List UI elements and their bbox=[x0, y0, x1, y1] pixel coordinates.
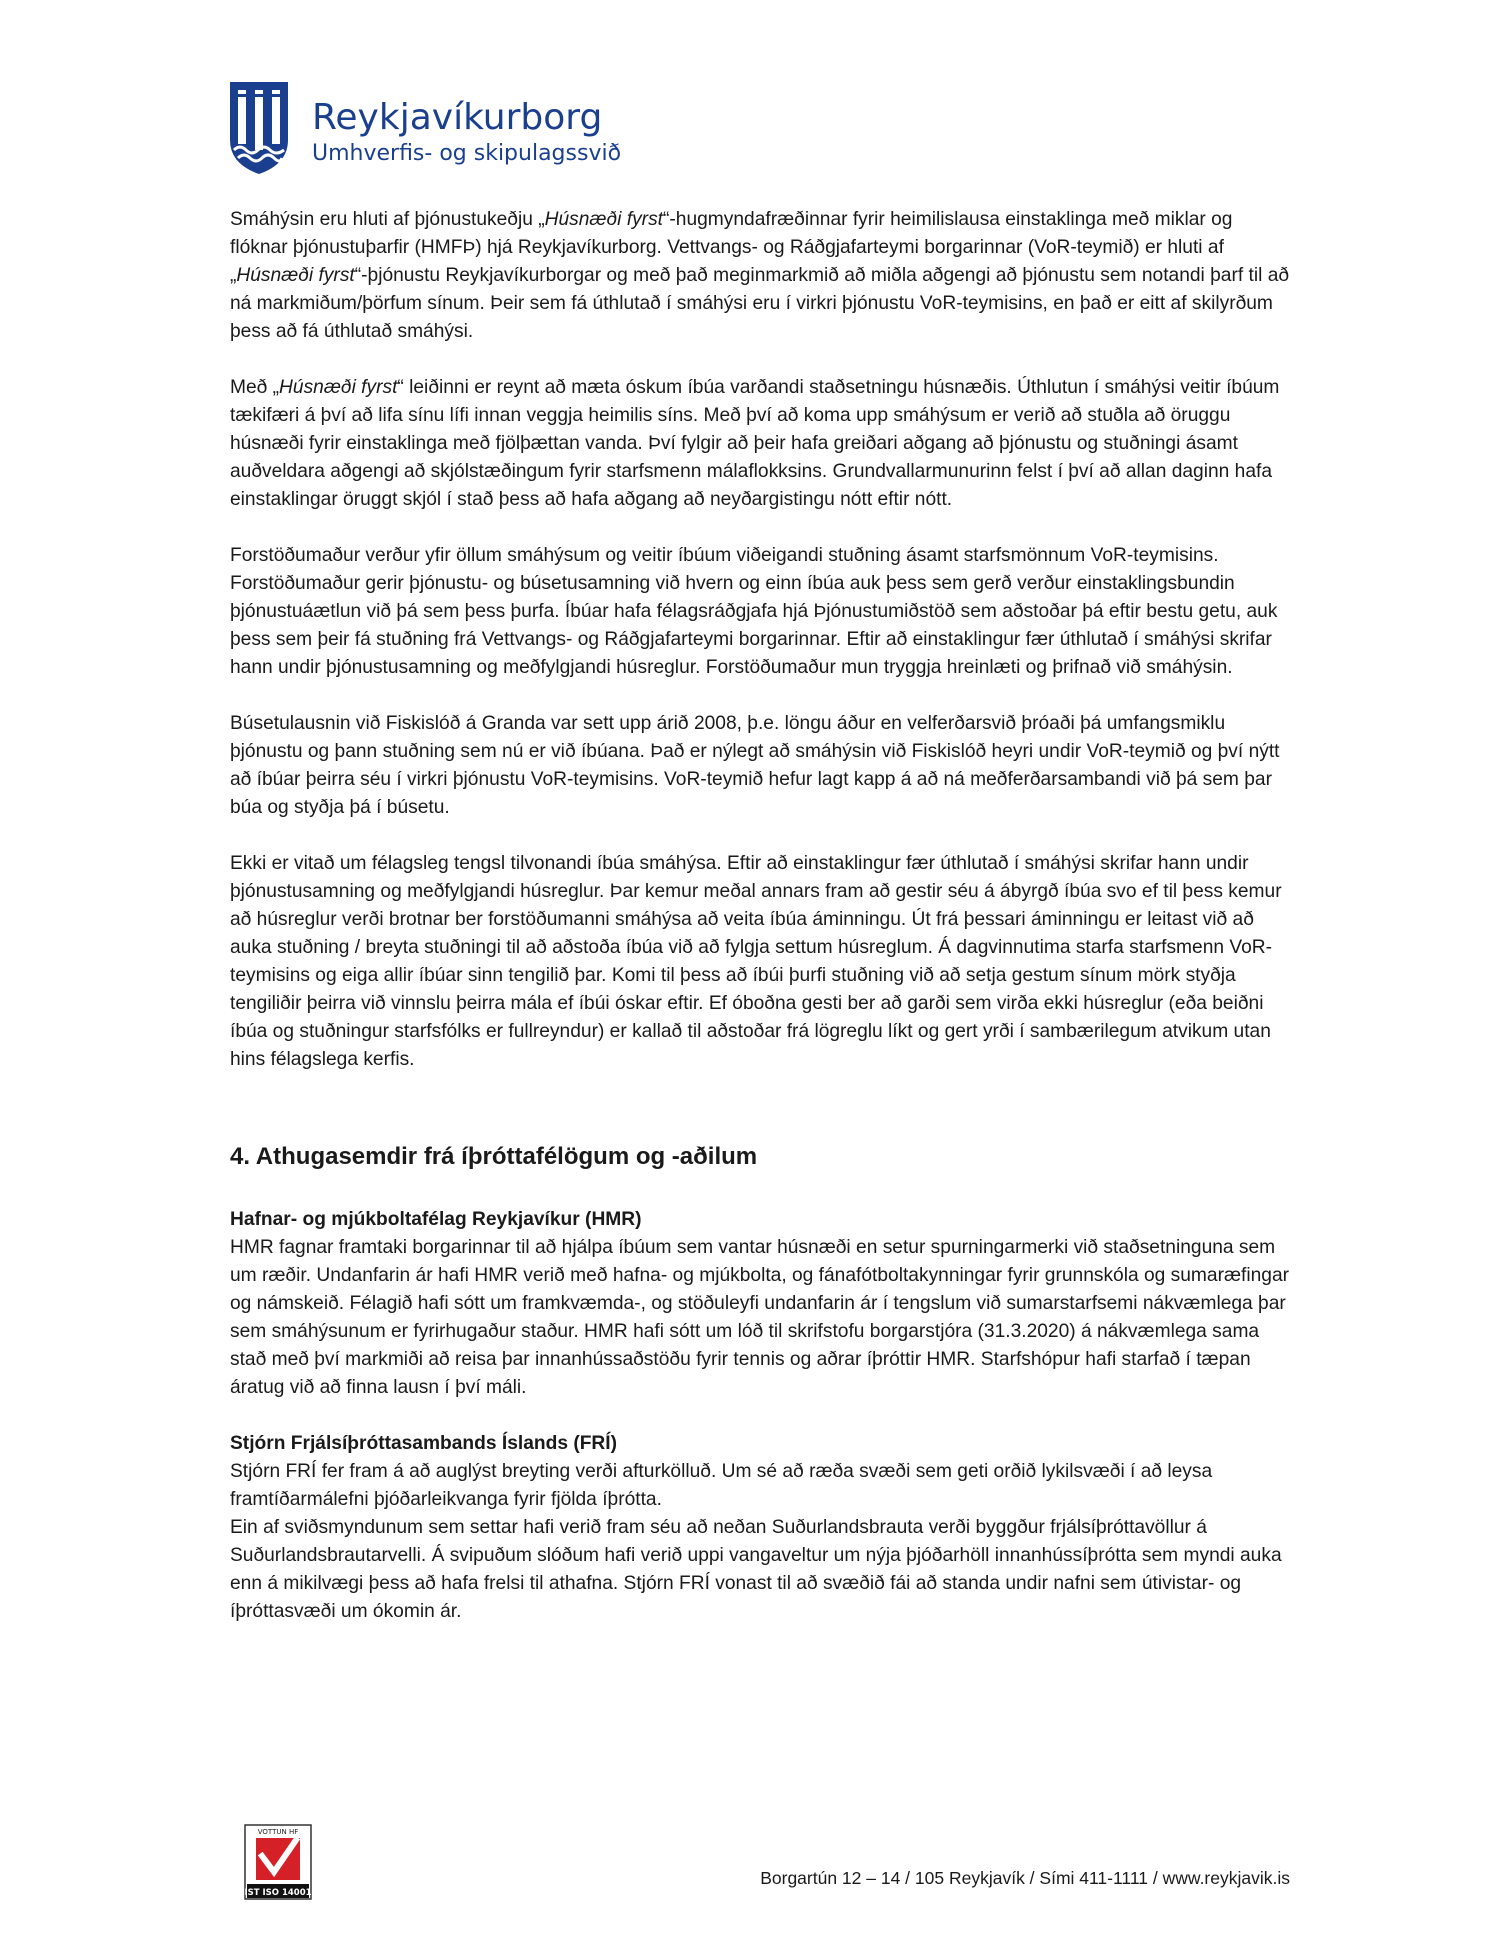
comment-hmr bbox=[230, 1206, 1290, 1402]
paragraph-housing-first-chain: Smáhýsin eru hluti af þjónustukeðju „Húsnæði fyrst“-hugmyndafræðinnar fyrir heimilislausa einstaklinga með miklar og flóknar þjónustuþarfir (HMFÞ) hjá Reykjavíkurborg. Vettvangs- og Ráðgjafarteymi borgarinnar (VoR-teymið) er hluti af „Húsnæði fyrst“-þjónustu Reykjavíkurborgar og með það meginmarkmið að miðla aðgengi að þjónustu sem notandi þarf til að ná markmiðum/þörfum sínum. Þeir sem fá úthlutað í smáhýsi eru í virkri þjónustu VoR-teymisins, en það er eitt af skilyrðum þess að fá úthlutað smáhýsi. bbox=[230, 209, 1290, 342]
badge-top-text: VOTTUN HF bbox=[257, 1828, 299, 1836]
header-logo bbox=[228, 80, 621, 176]
comment-fri-text-1: Stjórn FRÍ fer fram á að auglýst breyting verði afturkölluð. Um sé að ræða svæði sem geti orðið lykilsvæði í að leysa framtíðarmálefni þjóðarleikvanga fyrir fjölda íþrótta. bbox=[230, 1461, 1213, 1510]
paragraph-housing-first-approach: Með „Húsnæði fyrst“ leiðinni er reynt að mæta óskum íbúa varðandi staðsetningu húsnæðis. Úthlutun í smáhýsi veitir íbúum tækifæri á því að lifa sínu lífi innan veggja heimilis síns. Með því að koma upp smáhýsum er verið að stuðla að öruggu húsnæði fyrir einstaklinga með fjölþættan vanda. Því fylgir að þeir hafa greiðari aðgang að þjónustu og stuðningi ásamt auðveldara aðgengi að skjólstæðingum fyrir starfsmenn málaflokksins. Grundvallarmunurinn felst í því að allan daginn hafa einstaklingar öruggt skjól í stað þess að hafa aðgang að neyðargistingu nótt eftir nótt. bbox=[230, 377, 1280, 510]
reykjavik-crest-icon bbox=[228, 80, 290, 176]
section-heading-sports-clubs: 4. Athugasemdir frá íþróttafélögum og -aðilum bbox=[230, 1143, 758, 1170]
paragraph-manager: Forstöðumaður verður yfir öllum smáhýsum og veitir íbúum viðeigandi stuðning ásamt starfsmönnum VoR-teymisins. Forstöðumaður gerir þjónustu- og búsetusamning við hvern og einn íbúa auk þess sem gerð verður einstaklingsbundin þjónustuáætlun við þá sem þess þurfa. Íbúar hafa félagsráðgjafa hjá Þjónustumiðstöð sem aðstoðar þá eftir bestu getu, auk þess sem þeir fá stuðning frá Vettvangs- og Ráðgjafarteymi borgarinnar. Eftir að einstaklingur fær úthlutað í smáhýsi skrifar hann undir þjónustusamning og meðfylgjandi húsreglur. Forstöðumaður mun tryggja hreinlæti og þrifnað við smáhýsin. bbox=[230, 545, 1278, 678]
logo-text bbox=[312, 96, 621, 168]
paragraph-social-ties: Ekki er vitað um félagsleg tengsl tilvonandi íbúa smáhýsa. Eftir að einstaklingur fær úthlutað í smáhýsi skrifar hann undir þjónustusamning og meðfylgjandi húsreglur. Þar kemur meðal annars fram að gestir séu á ábyrgð íbúa svo ef til þess kemur að húsreglur verði brotnar ber forstöðumanni smáhýsa að veita íbúa áminningu. Út frá þessari áminningu er leitast við að auka stuðning / breyta stuðningi til að aðstoða íbúa við að fylgja settum húsreglum. Á dagvinnutima starfa starfsmenn VoR-teymisins og eiga allir íbúar sinn tengilið þar. Komi til þess að íbúi þurfi stuðning við að setja gestum sínum mörk styðja tengiliðir þeirra við vinnslu þeirra mála ef íbúi óskar eftir. Ef óboðna gesti ber að garði sem virða ekki húsreglur (eða beiðni íbúa og stuðningur starfsfólks er fullreyndur) er kallað til aðstoðar frá lögreglu líkt og gert yrði í sambærilegum atvikum utan hins félagslega kerfis. bbox=[230, 853, 1282, 1070]
footer-address: Borgartún 12 – 14 / 105 Reykjavík / Sími 411-1111 / www.reykjavik.is bbox=[760, 1868, 1290, 1888]
comment-fri bbox=[230, 1430, 1290, 1626]
org-name: Reykjavíkurborg bbox=[312, 97, 603, 138]
department-name: Umhverfis- og skipulagssvið bbox=[312, 141, 622, 166]
comment-hmr-title: Hafnar- og mjúkboltafélag Reykjavíkur (HMR) bbox=[230, 1209, 642, 1230]
badge-bottom-text: IST ISO 14001 bbox=[244, 1888, 312, 1898]
iso-certification-checkmark-icon bbox=[244, 1824, 312, 1900]
comment-fri-title: Stjórn Frjálsíþróttasambands Íslands (FRÍ) bbox=[230, 1433, 618, 1454]
document-body bbox=[230, 206, 1290, 1654]
paragraph-fiskislod: Búsetulausnin við Fiskislóð á Granda var sett upp árið 2008, þ.e. löngu áður en velferðarsvið þróaði þá umfangsmiklu þjónustu og þann stuðning sem nú er við íbúana. Það er nýlegt að smáhýsin við Fiskislóð heyri undir VoR-teymið og því nýtt að íbúar þeirra séu í virkri þjónustu VoR-teymisins. VoR-teymið hefur lagt kapp á að ná meðferðarsambandi við þá sem þar búa og styðja þá í búsetu. bbox=[230, 713, 1280, 818]
iso-badge bbox=[244, 1824, 312, 1900]
comment-fri-text-2: Ein af sviðsmyndunum sem settar hafi verið fram séu að neðan Suðurlandsbrauta verði byggður frjálsíþróttavöllur á Suðurlandsbrautarvelli. Á svipuðum slóðum hafi verið uppi vangaveltur um nýja þjóðarhöll innanhússíþrótta sem myndi auka enn á mikilvægi þess að hafa frelsi til athafna. Stjórn FRÍ vonast til að svæðið fái að standa undir nafni sem útivistar- og íþróttasvæði um ókomin ár. bbox=[230, 1517, 1282, 1622]
comment-hmr-text: HMR fagnar framtaki borgarinnar til að hjálpa íbúum sem vantar húsnæði en setur spurningarmerki við staðsetninguna sem um ræðir. Undanfarin ár hafi HMR verið með hafna- og mjúkbolta, og fánafótboltakynningar fyrir grunnskóla og sumaræfingar og námskeið. Félagið hafi sótt um framkvæmda-, og stöðuleyfi undanfarin ár í tengslum við sumarstarfsemi nákvæmlega þar sem smáhýsunum er fyrirhugaður staður. HMR hafi sótt um lóð til skrifstofu borgarstjóra (31.3.2020) á nákvæmlega sama stað með því markmiði að reisa þar innanhússaðstöðu fyrir tennis og aðrar íþróttir HMR. Starfshópur hafi starfað í tæpan áratug við að finna lausn í því máli. bbox=[230, 1237, 1290, 1398]
